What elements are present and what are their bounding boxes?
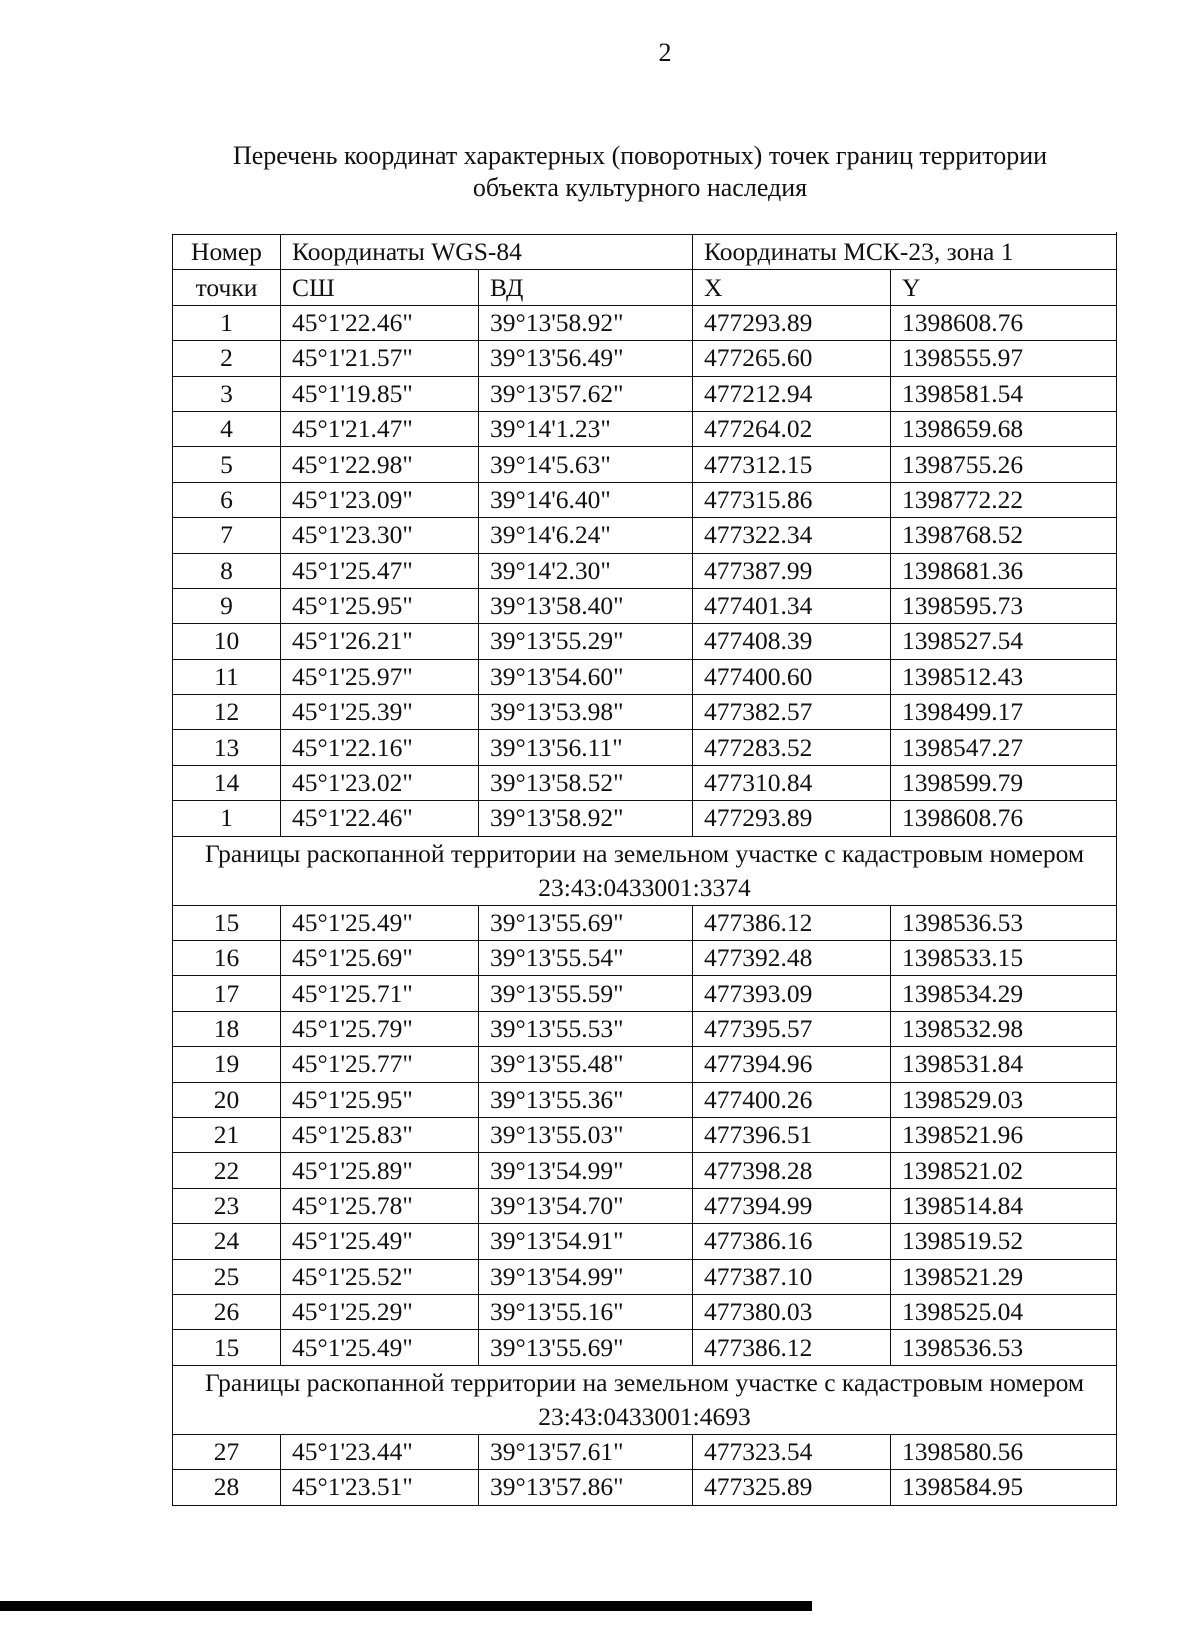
point-number: 9 xyxy=(173,588,281,623)
lat-cell: 45°1'26.21" xyxy=(281,624,479,659)
y-cell: 1398555.97 xyxy=(891,341,1117,376)
point-number: 10 xyxy=(173,624,281,659)
lon-cell: 39°14'6.40" xyxy=(479,482,693,517)
lon-cell: 39°14'5.63" xyxy=(479,447,693,482)
x-cell: 477293.89 xyxy=(693,305,891,340)
lat-cell: 45°1'22.46" xyxy=(281,305,479,340)
lat-cell: 45°1'25.49" xyxy=(281,1330,479,1365)
y-cell: 1398768.52 xyxy=(891,518,1117,553)
lat-cell: 45°1'25.97" xyxy=(281,659,479,694)
lat-cell: 45°1'25.78" xyxy=(281,1188,479,1223)
table-row xyxy=(173,411,1117,446)
header-point: точки xyxy=(173,270,281,305)
lat-cell: 45°1'25.71" xyxy=(281,976,479,1011)
y-cell: 1398533.15 xyxy=(891,941,1117,976)
lon-cell: 39°14'1.23" xyxy=(479,411,693,446)
lon-cell: 39°14'2.30" xyxy=(479,553,693,588)
lon-cell: 39°13'55.48" xyxy=(479,1047,693,1082)
y-cell: 1398531.84 xyxy=(891,1047,1117,1082)
y-cell: 1398499.17 xyxy=(891,695,1117,730)
header-wgs: Координаты WGS-84 xyxy=(281,235,693,270)
table-row xyxy=(173,1470,1117,1505)
x-cell: 477264.02 xyxy=(693,411,891,446)
lon-cell: 39°13'56.11" xyxy=(479,730,693,765)
table-row xyxy=(173,1188,1117,1223)
x-cell: 477394.96 xyxy=(693,1047,891,1082)
lat-cell: 45°1'23.51" xyxy=(281,1470,479,1505)
point-number: 7 xyxy=(173,518,281,553)
point-number: 13 xyxy=(173,730,281,765)
point-number: 11 xyxy=(173,659,281,694)
lon-cell: 39°13'55.59" xyxy=(479,976,693,1011)
lat-cell: 45°1'25.79" xyxy=(281,1011,479,1046)
y-cell: 1398584.95 xyxy=(891,1470,1117,1505)
lat-cell: 45°1'25.39" xyxy=(281,695,479,730)
lon-cell: 39°13'55.54" xyxy=(479,941,693,976)
x-cell: 477398.28 xyxy=(693,1153,891,1188)
header-number: Номер xyxy=(173,235,281,270)
lat-cell: 45°1'19.85" xyxy=(281,376,479,411)
point-number: 4 xyxy=(173,411,281,446)
point-number: 18 xyxy=(173,1011,281,1046)
lon-cell: 39°13'55.16" xyxy=(479,1294,693,1329)
point-number: 3 xyxy=(173,376,281,411)
y-cell: 1398755.26 xyxy=(891,447,1117,482)
point-number: 27 xyxy=(173,1434,281,1469)
lon-cell: 39°13'57.61" xyxy=(479,1434,693,1469)
table-row xyxy=(173,482,1117,517)
point-number: 15 xyxy=(173,905,281,940)
lat-cell: 45°1'21.47" xyxy=(281,411,479,446)
header-msk: Координаты МСК-23, зона 1 xyxy=(693,235,1117,270)
x-cell: 477387.10 xyxy=(693,1259,891,1294)
lon-cell: 39°13'55.29" xyxy=(479,624,693,659)
lat-cell: 45°1'25.69" xyxy=(281,941,479,976)
lat-cell: 45°1'21.57" xyxy=(281,341,479,376)
table-row xyxy=(173,553,1117,588)
lon-cell: 39°14'6.24" xyxy=(479,518,693,553)
lon-cell: 39°13'55.53" xyxy=(479,1011,693,1046)
x-cell: 477408.39 xyxy=(693,624,891,659)
y-cell: 1398608.76 xyxy=(891,305,1117,340)
point-number: 22 xyxy=(173,1153,281,1188)
section-row xyxy=(173,836,1117,905)
lat-cell: 45°1'25.77" xyxy=(281,1047,479,1082)
lon-cell: 39°13'55.03" xyxy=(479,1117,693,1152)
table-row xyxy=(173,1153,1117,1188)
x-cell: 477392.48 xyxy=(693,941,891,976)
point-number: 23 xyxy=(173,1188,281,1223)
point-number: 17 xyxy=(173,976,281,1011)
y-cell: 1398580.56 xyxy=(891,1434,1117,1469)
x-cell: 477312.15 xyxy=(693,447,891,482)
lat-cell: 45°1'23.09" xyxy=(281,482,479,517)
point-number: 26 xyxy=(173,1294,281,1329)
lat-cell: 45°1'25.47" xyxy=(281,553,479,588)
point-number: 5 xyxy=(173,447,281,482)
point-number: 15 xyxy=(173,1330,281,1365)
header-row-1 xyxy=(173,235,1117,270)
lat-cell: 45°1'22.98" xyxy=(281,447,479,482)
table-row xyxy=(173,659,1117,694)
point-number: 21 xyxy=(173,1117,281,1152)
x-cell: 477325.89 xyxy=(693,1470,891,1505)
section-heading: Границы раскопанной территории на земельном участке с кадастровым номером 23:43:0433001:3374 xyxy=(173,836,1117,905)
x-cell: 477265.60 xyxy=(693,341,891,376)
x-cell: 477394.99 xyxy=(693,1188,891,1223)
point-number: 6 xyxy=(173,482,281,517)
header-row-2 xyxy=(173,270,1117,305)
table-row xyxy=(173,376,1117,411)
header-y: Y xyxy=(891,270,1117,305)
x-cell: 477395.57 xyxy=(693,1011,891,1046)
table-row xyxy=(173,1434,1117,1469)
lat-cell: 45°1'22.46" xyxy=(281,801,479,836)
table-row xyxy=(173,1011,1117,1046)
table-row xyxy=(173,341,1117,376)
page-number: 2 xyxy=(658,38,672,67)
x-cell: 477386.16 xyxy=(693,1224,891,1259)
y-cell: 1398525.04 xyxy=(891,1294,1117,1329)
point-number: 20 xyxy=(173,1082,281,1117)
lat-cell: 45°1'23.02" xyxy=(281,765,479,800)
y-cell: 1398521.02 xyxy=(891,1153,1117,1188)
table-row xyxy=(173,905,1117,940)
x-cell: 477212.94 xyxy=(693,376,891,411)
point-number: 12 xyxy=(173,695,281,730)
document-title xyxy=(160,140,1120,204)
table-row xyxy=(173,518,1117,553)
y-cell: 1398772.22 xyxy=(891,482,1117,517)
point-number: 8 xyxy=(173,553,281,588)
x-cell: 477315.86 xyxy=(693,482,891,517)
table-row xyxy=(173,588,1117,623)
table-row xyxy=(173,801,1117,836)
header-x: X xyxy=(693,270,891,305)
x-cell: 477386.12 xyxy=(693,1330,891,1365)
table-row xyxy=(173,1330,1117,1365)
y-cell: 1398521.29 xyxy=(891,1259,1117,1294)
header-lat: СШ xyxy=(281,270,479,305)
y-cell: 1398547.27 xyxy=(891,730,1117,765)
y-cell: 1398514.84 xyxy=(891,1188,1117,1223)
x-cell: 477400.60 xyxy=(693,659,891,694)
x-cell: 477322.34 xyxy=(693,518,891,553)
x-cell: 477323.54 xyxy=(693,1434,891,1469)
table-row xyxy=(173,1082,1117,1117)
y-cell: 1398534.29 xyxy=(891,976,1117,1011)
lon-cell: 39°13'55.36" xyxy=(479,1082,693,1117)
x-cell: 477400.26 xyxy=(693,1082,891,1117)
lat-cell: 45°1'23.44" xyxy=(281,1434,479,1469)
table-row xyxy=(173,976,1117,1011)
x-cell: 477401.34 xyxy=(693,588,891,623)
table-row xyxy=(173,447,1117,482)
lon-cell: 39°13'55.69" xyxy=(479,1330,693,1365)
x-cell: 477396.51 xyxy=(693,1117,891,1152)
lon-cell: 39°13'58.92" xyxy=(479,305,693,340)
table-row xyxy=(173,1047,1117,1082)
title-line-1: Перечень координат характерных (поворотных) точек границ территории xyxy=(232,141,1048,170)
table-row xyxy=(173,941,1117,976)
title-line-2: объекта культурного наследия xyxy=(472,173,808,202)
point-number: 1 xyxy=(173,305,281,340)
y-cell: 1398527.54 xyxy=(891,624,1117,659)
x-cell: 477283.52 xyxy=(693,730,891,765)
table-row xyxy=(173,1224,1117,1259)
point-number: 28 xyxy=(173,1470,281,1505)
y-cell: 1398529.03 xyxy=(891,1082,1117,1117)
table-row xyxy=(173,1117,1117,1152)
x-cell: 477310.84 xyxy=(693,765,891,800)
table-outer-border xyxy=(1116,232,1120,1497)
lon-cell: 39°13'54.60" xyxy=(479,659,693,694)
point-number: 24 xyxy=(173,1224,281,1259)
x-cell: 477386.12 xyxy=(693,905,891,940)
point-number: 14 xyxy=(173,765,281,800)
y-cell: 1398521.96 xyxy=(891,1117,1117,1152)
x-cell: 477382.57 xyxy=(693,695,891,730)
table-row xyxy=(173,1259,1117,1294)
lat-cell: 45°1'25.95" xyxy=(281,1082,479,1117)
table-row xyxy=(173,1294,1117,1329)
scan-edge-bar xyxy=(0,1601,812,1611)
point-number: 19 xyxy=(173,1047,281,1082)
lon-cell: 39°13'57.86" xyxy=(479,1470,693,1505)
lon-cell: 39°13'57.62" xyxy=(479,376,693,411)
y-cell: 1398536.53 xyxy=(891,905,1117,940)
y-cell: 1398659.68 xyxy=(891,411,1117,446)
section-row xyxy=(173,1365,1117,1434)
y-cell: 1398681.36 xyxy=(891,553,1117,588)
y-cell: 1398581.54 xyxy=(891,376,1117,411)
point-number: 25 xyxy=(173,1259,281,1294)
lon-cell: 39°13'54.70" xyxy=(479,1188,693,1223)
lat-cell: 45°1'25.52" xyxy=(281,1259,479,1294)
lat-cell: 45°1'25.95" xyxy=(281,588,479,623)
table-row xyxy=(173,695,1117,730)
lon-cell: 39°13'58.92" xyxy=(479,801,693,836)
point-number: 16 xyxy=(173,941,281,976)
section-heading: Границы раскопанной территории на земельном участке с кадастровым номером 23:43:0433001:4693 xyxy=(173,1365,1117,1434)
y-cell: 1398595.73 xyxy=(891,588,1117,623)
table-row xyxy=(173,305,1117,340)
lon-cell: 39°13'53.98" xyxy=(479,695,693,730)
lon-cell: 39°13'54.99" xyxy=(479,1259,693,1294)
lon-cell: 39°13'55.69" xyxy=(479,905,693,940)
lon-cell: 39°13'54.91" xyxy=(479,1224,693,1259)
y-cell: 1398608.76 xyxy=(891,801,1117,836)
lon-cell: 39°13'54.99" xyxy=(479,1153,693,1188)
x-cell: 477293.89 xyxy=(693,801,891,836)
lat-cell: 45°1'25.89" xyxy=(281,1153,479,1188)
y-cell: 1398532.98 xyxy=(891,1011,1117,1046)
x-cell: 477387.99 xyxy=(693,553,891,588)
table-row xyxy=(173,624,1117,659)
lat-cell: 45°1'23.30" xyxy=(281,518,479,553)
y-cell: 1398536.53 xyxy=(891,1330,1117,1365)
lon-cell: 39°13'58.52" xyxy=(479,765,693,800)
x-cell: 477393.09 xyxy=(693,976,891,1011)
lat-cell: 45°1'25.29" xyxy=(281,1294,479,1329)
lat-cell: 45°1'25.49" xyxy=(281,1224,479,1259)
table-row xyxy=(173,730,1117,765)
lat-cell: 45°1'25.83" xyxy=(281,1117,479,1152)
point-number: 1 xyxy=(173,801,281,836)
lon-cell: 39°13'56.49" xyxy=(479,341,693,376)
y-cell: 1398599.79 xyxy=(891,765,1117,800)
y-cell: 1398512.43 xyxy=(891,659,1117,694)
lat-cell: 45°1'22.16" xyxy=(281,730,479,765)
coordinates-table xyxy=(172,234,1117,1506)
lat-cell: 45°1'25.49" xyxy=(281,905,479,940)
lon-cell: 39°13'58.40" xyxy=(479,588,693,623)
x-cell: 477380.03 xyxy=(693,1294,891,1329)
y-cell: 1398519.52 xyxy=(891,1224,1117,1259)
point-number: 2 xyxy=(173,341,281,376)
table-row xyxy=(173,765,1117,800)
header-lon: ВД xyxy=(479,270,693,305)
